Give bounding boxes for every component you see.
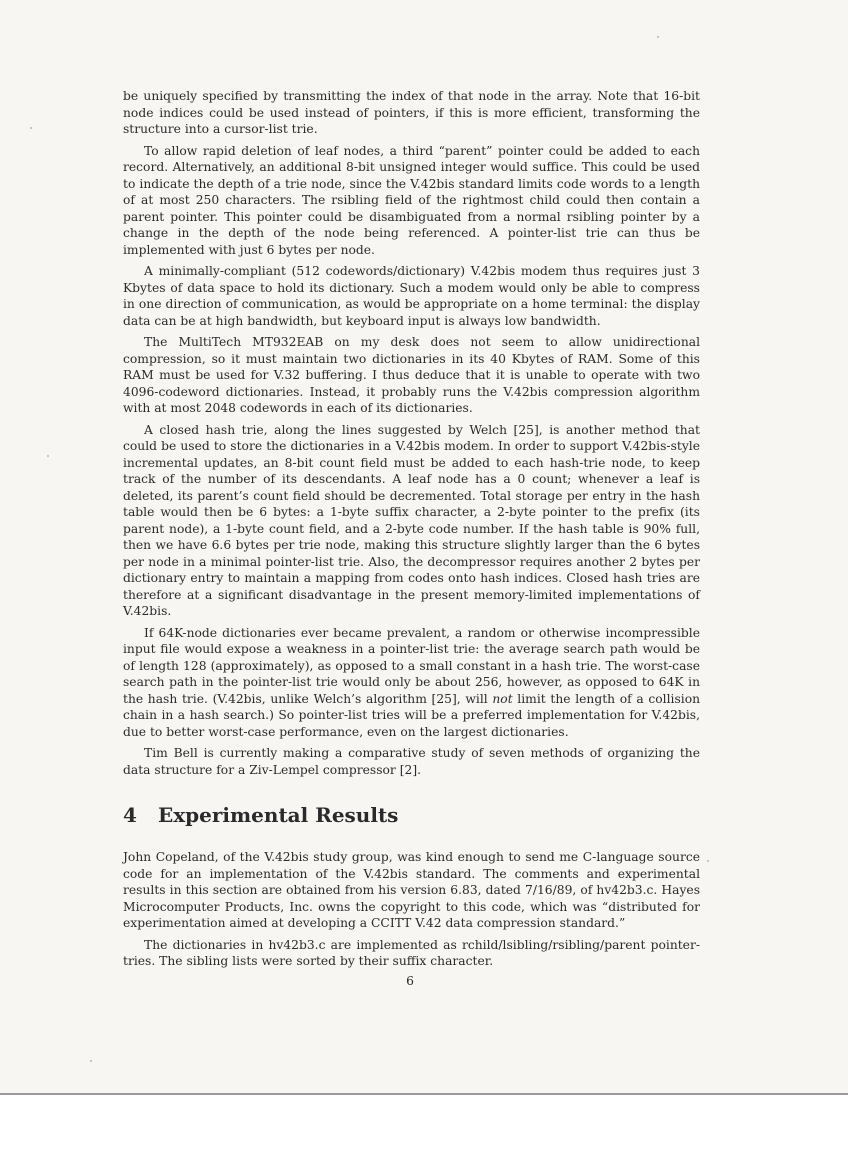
paragraph: be uniquely specified by transmitting the index of that node in the array. Note that 16-bit node indices could be used instead of pointers, if this is more efficient, transforming the structure into a cursor-list trie. [123, 89, 700, 136]
paragraph-text: If 64K-node dictionaries ever became prevalent, a random or otherwise incompressible input file would expose a weakness in a pointer-list trie: the average search path would be of length 128 (approximately), as opposed to a small constant in a hash trie. The worst-case search path in the pointer-list trie would only be about 256, however, as opposed to 64K in the hash trie. (V.42bis, unlike Welch’s algorithm [25], will [123, 625, 700, 706]
scan-speck [90, 1060, 92, 1062]
scan-speck [30, 127, 32, 129]
paragraph: To allow rapid deletion of leaf nodes, a third “parent” pointer could be added to each record. Alternatively, an additional 8-bit unsigned integer would suffice. This could be used to indicate the depth of a trie node, since the V.42bis standard limits code words to a length of at most 250 characters. The rsibling field of the rightmost child could then contain a parent pointer. This pointer could be disambiguated from a normal rsibling pointer by a change in the depth of the node being referenced. A pointer-list trie can thus be implemented with just 6 bytes per node. [123, 143, 700, 257]
section-number: 4 [123, 803, 137, 827]
scan-speck [657, 36, 659, 38]
paragraph [123, 625, 700, 741]
page-body [123, 88, 700, 975]
paragraph: John Copeland, of the V.42bis study group, was kind enough to send me C-language source code for an implementation of the V.42bis standard. The comments and experimental results in this section are obtained from his version 6.83, dated 7/16/89, of hv42b3.c. Hayes Microcomputer Products, Inc. owns the copyright to this code, which was “distributed for experimentation aimed at developing a CCITT V.42 data compression standard.” [123, 850, 700, 930]
paragraph-text: limit the length of a collision chain in a hash search.) So pointer-list tries will be a preferred implementation for V.42bis, due to better worst-case performance, even on the largest dictionaries. [123, 691, 701, 739]
paragraph: The MultiTech MT932EAB on my desk does not seem to allow unidirectional compression, so it must maintain two dictionaries in its 40 Kbytes of RAM. Some of this RAM must be used for V.32 buffering. I thus deduce that it is unable to operate with two 4096-codeword dictionaries. Instead, it probably runs the V.42bis compression algorithm with at most 2048 codewords in each of its dictionaries. [123, 335, 700, 415]
paragraph: A minimally-compliant (512 codewords/dictionary) V.42bis modem thus requires just 3 Kbytes of data space to hold its dictionary. Such a modem would only be able to compress in one direction of communication, as would be appropriate on a home terminal: the display data can be at high bandwidth, but keyboard input is always low bandwidth. [123, 264, 700, 328]
scan-speck [47, 455, 49, 457]
paragraph: The dictionaries in hv42b3.c are implemented as rchild/lsibling/rsibling/parent pointer-tries. The sibling lists were sorted by their suffix character. [123, 937, 700, 968]
emphasis-not: not [492, 691, 513, 706]
scan-bottom-edge [0, 1093, 848, 1170]
section-heading [123, 803, 700, 827]
paragraph: Tim Bell is currently making a comparative study of seven methods of organizing the data structure for a Ziv-Lempel compressor [2]. [123, 746, 700, 777]
paragraph: A closed hash trie, along the lines suggested by Welch [25], is another method that could be used to store the dictionaries in a V.42bis modem. In order to support V.42bis-style incremental updates, an 8-bit count field must be added to each hash-trie node, to keep track of the number of its descendants. A leaf node has a 0 count; whenever a leaf is deleted, its parent’s count field should be decremented. Total storage per entry in the hash table would then be 6 bytes: a 1-byte suffix character, a 2-byte pointer to the prefix (its parent node), a 1-byte count field, and a 2-byte code number. If the hash table is 90% full, then we have 6.6 bytes per trie node, making this structure slightly larger than the 6 bytes per node in a minimal pointer-list trie. Also, the decompressor requires another 2 bytes per dictionary entry to maintain a mapping from codes onto hash indices. Closed hash tries are therefore at a significant disadvantage in the present memory-limited implementations of V.42bis. [123, 422, 700, 618]
page-number: 6 [406, 974, 414, 988]
section-title: Experimental Results [158, 803, 399, 827]
scan-speck [707, 860, 709, 862]
